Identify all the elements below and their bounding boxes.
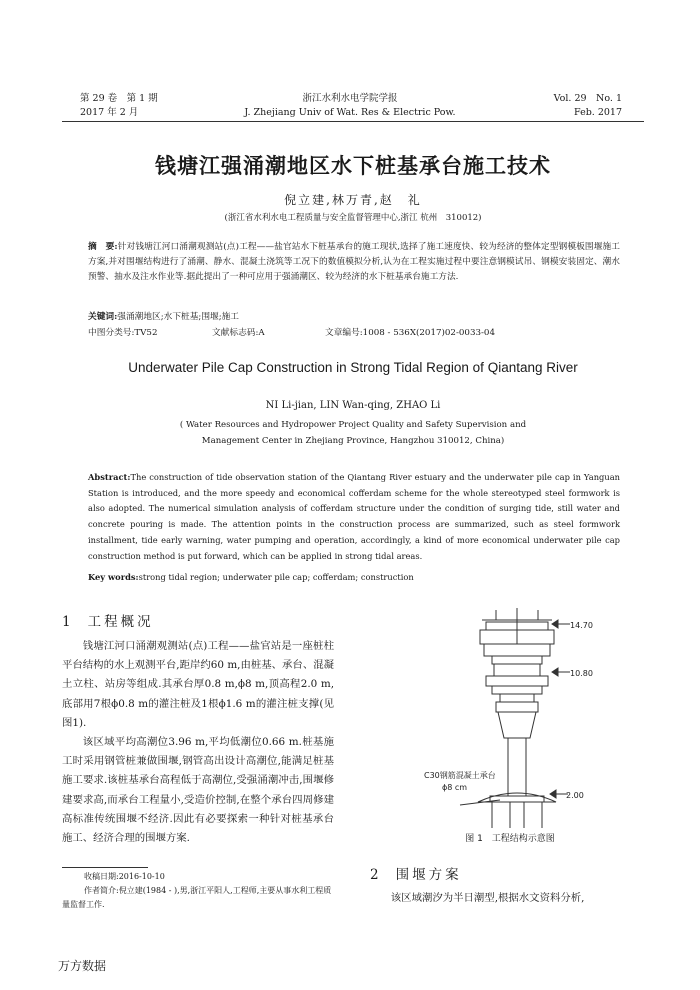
section2-title: 围堰方案 [395, 867, 462, 883]
volume-issue-en: Vol. 29 No. 1 [553, 93, 622, 104]
issue-date: 2017 年 2 月 [80, 107, 139, 118]
footnote-rule [62, 867, 148, 868]
elevation-label-cap: 2.00 [566, 791, 584, 800]
title-en: Underwater Pile Cap Construction in Strong Tidal Region of Qiantang River [128, 360, 578, 375]
elevation-label-mid: 10.80 [570, 669, 593, 678]
section1-paragraph-2: 该区域平均高潮位3.96 m,平均低潮位0.66 m.桩基施工时采用钢管桩兼做围堰,钢管高出设计高潮位,能满足桩基施工要求.该桩基承台高程低于高潮位,受强涌潮冲击,围堰修建要求高,而承台工程量小,受造价控制,在整个承台四周修建高标准传统围堰不经济.因此有必要探索一种针对桩基承台施工、经济合理的围堰方案. [62, 736, 334, 845]
footnote [62, 870, 334, 912]
article-number: 文章编号:1008 - 536X(2017)02-0033-04 [325, 328, 495, 338]
author-bio: 作者简介:倪立建(1984 - ),男,浙江平阳人,工程师,主要从事水利工程质量监督工作. [62, 886, 332, 909]
affiliation-cn: (浙江省水利水电工程质量与安全监督管理中心,浙江 杭州 310012) [224, 213, 482, 223]
section1-heading [62, 610, 154, 630]
issue-date-en: Feb. 2017 [574, 107, 622, 118]
section2-heading [370, 863, 462, 883]
section1-number: 1 [62, 614, 74, 630]
pile-cap-label: C30钢筋混凝土承台 [424, 771, 496, 780]
abstract-cn-text: 针对钱塘江河口涌潮观测站(点)工程——盐官站水下桩基承台的施工现状,选择了施工速度快、较为经济的整体定型钢模板围堰施工方案,并对围堰结构进行了涌潮、静水、混凝土浇筑等工况下的数值模拟分析,认为在工程实施过程中要注意钢模试吊、钢模安装固定、潮水预警、抽水及注水作业等.据此提出了一种可应用于强涌潮区、较为经济的水下桩基承台施工方法. [88, 242, 620, 282]
watermark: 万方数据 [58, 959, 107, 973]
volume-issue: 第 29 卷 第 1 期 [80, 93, 158, 104]
journal-name [230, 92, 470, 120]
header-rule [62, 121, 644, 122]
received-date: 收稿日期:2016-10-10 [84, 872, 165, 881]
title-cn: 钱塘江强涌潮地区水下桩基承台施工技术 [155, 153, 551, 178]
section1-paragraph-1: 钱塘江河口涌潮观测站(点)工程——盐官站是一座桩柱平台结构的水上观测平台,距岸约60 m,由桩基、承台、混凝土立柱、站房等组成.其承台厚0.8 m,ϕ8 m,顶高程2.0 m,底部用7根ϕ0.8 m的灌注桩及1根ϕ1.6 m的灌注桩支撑(见图1). [62, 640, 334, 729]
section2-first-line: 该区域潮汐为半日潮型,根据水文资料分析, [390, 892, 585, 904]
clc-number: 中图分类号:TV52 [88, 328, 158, 338]
diameter-label: ϕ8 cm [442, 783, 468, 792]
authors-en: NI Li-jian, LIN Wan-qing, ZHAO Li [265, 400, 441, 411]
abstract-en-label: Abstract: [88, 472, 131, 482]
journal-name-cn: 浙江水利水电学院学报 [302, 93, 398, 104]
keywords-en-text: strong tidal region; underwater pile cap; cofferdam; construction [138, 572, 414, 582]
section1-title: 工程概况 [87, 614, 154, 630]
section1-body [62, 637, 334, 848]
keywords-cn-text: 强涌潮地区;水下桩基;围堰;施工 [117, 312, 239, 322]
abstract-en-text: The construction of tide observation station of the Qiantang River estuary and the underwater pile cap in Yanguan Station is introduced, and the more speedy and economical cofferdam scheme for the whole stereotyped steel formwork is also adopted. The numerical simulation analysis of cofferdam structure under the condition of surging tide, still water and concrete pouring is made. The attention points in the construction process are summarized, such as steel formwork installment, tide early warning, water pumping and operation, accordingly, a kind of more economical underwater pile cap construction method is put forward, which can be applied in strong tidal areas. [88, 472, 620, 561]
journal-volume-en [520, 92, 622, 120]
elevation-label-top: 14.70 [570, 621, 593, 630]
keywords-cn [88, 310, 620, 325]
keywords-en-label: Key words: [88, 572, 139, 582]
authors-cn: 倪立建,林万青,赵 礼 [284, 193, 422, 207]
abstract-cn [88, 240, 620, 285]
keywords-en [88, 570, 620, 586]
section2-number: 2 [370, 867, 382, 883]
section2-body [370, 889, 642, 908]
figure-1 [420, 600, 600, 830]
journal-volume [80, 92, 158, 120]
figure-1-caption: 图 1 工程结构示意图 [465, 834, 555, 844]
document-code: 文献标志码:A [212, 328, 265, 338]
abstract-cn-label: 摘 要: [88, 242, 118, 252]
structure-diagram [420, 600, 600, 830]
abstract-en [88, 470, 620, 564]
keywords-cn-label: 关键词: [88, 312, 118, 322]
journal-name-en: J. Zhejiang Univ of Wat. Res & Electric Pow. [244, 107, 456, 118]
affiliation-en-line1: ( Water Resources and Hydropower Project Quality and Safety Supervision and [179, 420, 527, 430]
affiliation-en-line2: Management Center in Zhejiang Province, Hangzhou 310012, China) [201, 436, 505, 446]
